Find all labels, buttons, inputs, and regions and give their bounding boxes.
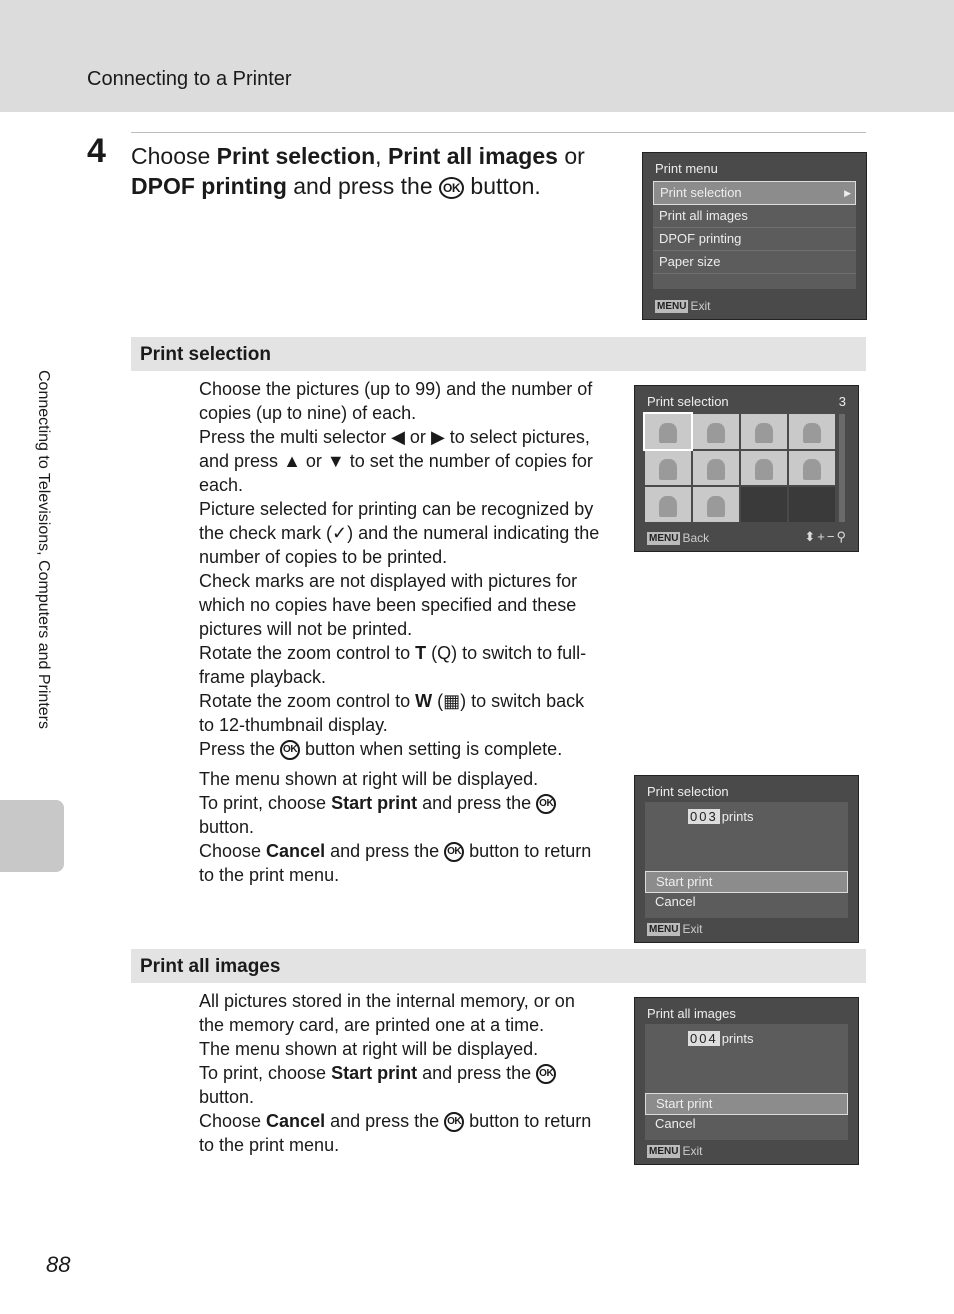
thumbnail-image (755, 423, 773, 444)
ok-icon: OK (280, 740, 300, 760)
magnify-icon: Q (437, 643, 452, 663)
thumbnail[interactable] (645, 487, 691, 522)
divider (131, 132, 866, 133)
side-tab (0, 800, 64, 872)
thumbnail[interactable] (645, 451, 691, 486)
menu-item-print-all-images[interactable]: Print all images (653, 205, 856, 228)
print-selection-confirm-text: The menu shown at right will be displayed. To print, choose Start print and press the OK button. Choose Cancel and press the OK button to return to the print menu. (199, 769, 592, 885)
section-heading-print-all-images: Print all images (131, 949, 866, 983)
screen-footer: MENU Exit (649, 1143, 703, 1158)
start-print-option[interactable]: Start print (645, 1093, 848, 1115)
print-selection-instructions: Choose the pictures (up to 99) and the number of copies (up to nine) of each. Press the multi selector ◀ or ▶ to select pictures, and press ▲ or ▼ to set the number of copies for each. Picture selected for printing can be recognized by the check mark (✓) and the numeral indicating the number of copies to be printed. Check marks are not displayed with pictures for which no copies have been specified and these pictures will not be printed. Rotate the zoom control to T (Q) to switch to full-frame playback. Rotate the zoom control to W (▦) to switch back to 12-thumbnail display. Press the OK button when setting is complete. (199, 379, 600, 759)
ok-icon: OK (444, 842, 464, 862)
minus-icon: − (826, 529, 837, 544)
thumbnail-image (707, 423, 725, 444)
step-number: 4 (87, 132, 106, 170)
ok-icon: OK (536, 794, 556, 814)
thumbnail[interactable] (741, 414, 787, 449)
thumbnail-image (755, 459, 773, 480)
menu-list (653, 181, 856, 289)
thumbnail[interactable] (789, 451, 835, 486)
cancel-option[interactable]: Cancel (655, 1116, 696, 1131)
ok-icon: OK (439, 177, 464, 199)
thumbnail[interactable] (693, 487, 739, 522)
thumbnail (741, 487, 787, 522)
thumbnail-image (659, 496, 677, 517)
print-menu-screen (642, 152, 867, 320)
thumbnail-image (707, 459, 725, 480)
left-arrow-icon: ◀ (391, 427, 405, 447)
control-icons (804, 529, 848, 545)
thumbnail-image (803, 423, 821, 444)
menu-icon: MENU (649, 533, 679, 544)
down-arrow-icon: ▼ (326, 451, 345, 471)
arrow-right-icon: ▶ (844, 188, 851, 198)
zoom-t-icon: T (415, 643, 427, 663)
menu-icon: MENU (649, 1146, 679, 1157)
menu-item-print-selection[interactable]: Print selection ▶ (653, 181, 856, 205)
prints-count: 003 prints (690, 809, 754, 824)
section-heading-print-selection: Print selection (131, 337, 866, 371)
thumbnail[interactable] (789, 414, 835, 449)
screen-title: Print selection (647, 784, 729, 799)
up-arrow-icon: ▲ (283, 451, 301, 471)
confirm-screen-print-selection (634, 775, 859, 943)
thumbnail[interactable] (693, 414, 739, 449)
thumbnail-image (659, 459, 677, 480)
screen-footer: MENU Back (649, 530, 710, 545)
screen-footer: MENU Exit (649, 921, 703, 936)
page-number: 88 (46, 1252, 71, 1277)
thumbnail-grid (645, 414, 835, 522)
step-instruction: Choose Print selection, Print all images or DPOF printing and press the OK button. (131, 143, 585, 199)
side-tab-label: Connecting to Televisions, Computers and Printers (35, 370, 52, 729)
menu-icon: MENU (657, 301, 687, 312)
magnify-icon: ⚲ (836, 529, 848, 544)
thumbnail[interactable] (645, 414, 691, 449)
zoom-w-icon: W (415, 691, 433, 711)
right-arrow-icon: ▶ (430, 427, 445, 447)
thumbnail-image (707, 496, 725, 517)
plus-icon: + (817, 529, 827, 544)
ok-icon: OK (536, 1064, 556, 1084)
prints-count: 004 prints (690, 1031, 754, 1046)
print-selection-screen (634, 385, 859, 552)
header-title: Connecting to a Printer (87, 68, 292, 90)
thumbnail[interactable] (693, 451, 739, 486)
menu-icon: MENU (649, 924, 679, 935)
screen-title: Print all images (647, 1006, 736, 1021)
up-down-icon: ⬍ (804, 529, 818, 544)
menu-item-dpof-printing[interactable]: DPOF printing (653, 228, 856, 251)
confirm-screen-print-all (634, 997, 859, 1165)
screen-title: Print menu (655, 161, 718, 176)
menu-item-paper-size[interactable]: Paper size (653, 251, 856, 274)
scrollbar[interactable] (839, 414, 845, 522)
check-mark-icon: ✓ (332, 523, 348, 543)
selection-count: 3 (838, 394, 846, 409)
screen-title: Print selection (647, 394, 729, 409)
screen-footer: MENU Exit (657, 298, 711, 313)
cancel-option[interactable]: Cancel (655, 894, 696, 909)
start-print-option[interactable]: Start print (645, 871, 848, 893)
thumbnail-icon: ▦ (443, 691, 461, 711)
thumbnail (789, 487, 835, 522)
thumbnail-image (659, 423, 677, 444)
page-header (0, 0, 954, 112)
thumbnail[interactable] (741, 451, 787, 486)
thumbnail-image (803, 459, 821, 480)
ok-icon: OK (444, 1112, 464, 1132)
print-all-instructions: All pictures stored in the internal memory, or on the memory card, are printed one at a time. The menu shown at right will be displayed. To print, choose Start print and press the OK button. Choose Cancel and press the OK button to return to the print menu. (199, 991, 592, 1155)
